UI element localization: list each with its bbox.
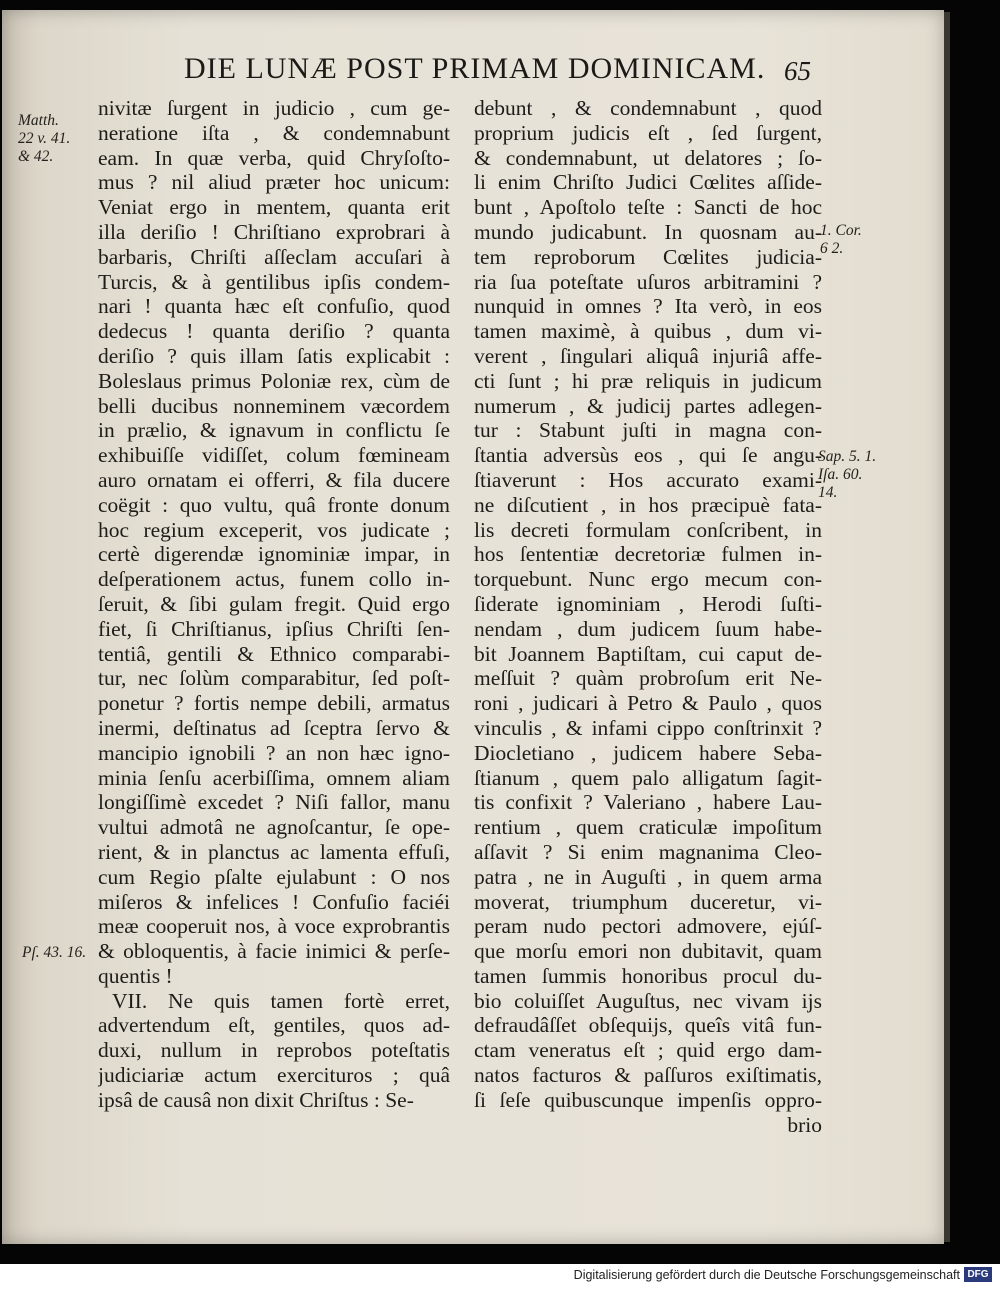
text-line: Veniat ergo in mentem, quanta erit	[98, 195, 450, 220]
text-line: Boleslaus primus Poloniæ rex, cùm de	[98, 368, 450, 393]
text-line: advertendum eſt, gentiles, quos ad-	[98, 1013, 450, 1038]
text-line: meſſuit ? quàm probroſum erit Ne-	[474, 666, 822, 691]
text-line: belli ducibus nonneminem væcordem	[98, 393, 450, 418]
text-line: hoc regium exceperit, vos judicate ;	[98, 517, 450, 542]
text-line: tis confixit ? Valeriano , habere Lau-	[474, 790, 822, 815]
text-line: judiciariæ actum exercituros ; quâ	[98, 1063, 450, 1088]
text-line: miſeros & infelices ! Confuſio faciéi	[98, 889, 450, 914]
text-line: auro ornatam ei offerri, & fila ducere	[98, 467, 450, 492]
text-line: moverat, triumphum duceretur, vi-	[474, 889, 822, 914]
text-line: eam. In quæ verba, quid Chryſoſto-	[98, 145, 450, 170]
running-head: DIE LUNÆ POST PRIMAM DOMINICAM.	[184, 52, 766, 85]
text-line: cti ſunt ; hi præ reliquis in judicum	[474, 368, 822, 393]
text-line: bunt , Apoſtolo teſte : Sancti de hoc	[474, 195, 822, 220]
footer-credit: Digitalisierung gefördert durch die Deutsche Forschungsgemeinschaft	[573, 1268, 960, 1282]
text-line: inermi, deſtinatus ad ſceptra ſervo &	[98, 715, 450, 740]
text-line: nari ! quanta hæc eſt confuſio, quod	[98, 294, 450, 319]
text-line: mancipio ignobili ? an non hæc igno-	[98, 740, 450, 765]
text-line: mus ? nil aliud præter hoc unicum:	[98, 170, 450, 195]
text-line: VII. Ne quis tamen fortè erret,	[112, 988, 450, 1013]
text-line: li enim Chriſto Judici Cœlites aſſide-	[474, 170, 822, 195]
text-line: dedecus ! quanta deriſio ? quanta	[98, 319, 450, 344]
text-line: quentis !	[98, 963, 173, 988]
text-line: nunquid in omnes ? Ita verò, in eos	[474, 294, 822, 319]
text-line: mundo judicabunt. In quosnam au-	[474, 219, 822, 244]
text-line: longiſſimè excedet ? Niſi fallor, manu	[98, 790, 450, 815]
text-line: verent , ſingulari aliquâ injuriâ affe-	[474, 343, 822, 368]
text-line: illa deriſio ! Chriſtiano exprobrari à	[98, 219, 450, 244]
text-line: rentium , quem craticulæ impoſitum	[474, 815, 822, 840]
text-line: que morſu emori non dubitavit, quam	[474, 939, 822, 964]
marginal-note-cor: 1. Cor. 6 2.	[820, 222, 862, 257]
text-line: minia ſenſu acerbiſſima, omnem aliam	[98, 765, 450, 790]
text-line: in prælio, & ignavum in conflictu ſe	[98, 418, 450, 443]
text-line: proprium judicis eſt , ſed ſurgent,	[474, 120, 822, 145]
text-line: Turcis, & à gentilibus ipſis condem-	[98, 269, 450, 294]
right-column	[474, 96, 822, 1137]
text-line: torquebunt. Nunc ergo mecum con-	[474, 567, 822, 592]
text-line: nivitæ ſurgent in judicio , cum ge-	[98, 96, 450, 120]
text-line: nendam , dum judicem ſuum habe-	[474, 616, 822, 641]
text-line: & obloquentis, à facie inimici & perſe-	[98, 939, 450, 964]
text-line: neratione iſta , & condemnabunt	[98, 120, 450, 145]
text-line: certè digerendæ ignominiæ impar, in	[98, 542, 450, 567]
page-edge	[944, 12, 950, 1242]
text-line: tur, nec ſolùm comparabitur, ſed poſt-	[98, 666, 450, 691]
text-line: patra , ne in Auguſti , in quem arma	[474, 864, 822, 889]
text-line: ria ſua poteſtate uſuros arbitramini ?	[474, 269, 822, 294]
text-line: tamen maximè, à quibus , dum vi-	[474, 319, 822, 344]
marginal-note-ps: Pſ. 43. 16.	[22, 944, 87, 961]
text-line: ſiderate ignominiam , Herodi ſuſti-	[474, 591, 822, 616]
dfg-logo-icon: DFG	[964, 1267, 992, 1282]
text-line: ſtianum , quem palo alligatum ſagit-	[474, 765, 822, 790]
text-line: aſſavit ? Si enim magnanima Cleo-	[474, 839, 822, 864]
text-line: numerum , & judicij partes adlegen-	[474, 393, 822, 418]
text-line: vultui admotâ ne agnoſcantur, ſe ope-	[98, 815, 450, 840]
text-line: barbaris, Chriſti aſſeclam accuſari à	[98, 244, 450, 269]
text-line: Diocletiano , judicem habere Seba-	[474, 740, 822, 765]
text-line: brio	[787, 1112, 822, 1137]
text-line: ſtantia adversùs eos , qui ſe angu-	[474, 443, 822, 468]
left-column	[98, 96, 450, 1113]
text-line: bit Joannem Baptiſtam, cui caput de-	[474, 641, 822, 666]
text-line: defraudâſſet obſequijs, queîs vitâ fun-	[474, 1013, 822, 1038]
text-line: ipsâ de causâ non dixit Chriſtus : Se-	[98, 1087, 414, 1112]
text-line: ctam veneratus eſt ; quid ergo dam-	[474, 1038, 822, 1063]
text-line: deriſio ? quis illam ſatis explicabit :	[98, 343, 450, 368]
text-line: ponetur ? fortis nempe debili, armatus	[98, 691, 450, 716]
text-line: exhibuiſſe vidiſſet, colum fœmineam	[98, 443, 450, 468]
text-line: bio coluiſſet Auguſtus, nec vivam ijs	[474, 988, 822, 1013]
text-line: fiet, ſi Chriſtianus, ipſius Chriſti ſen-	[98, 616, 450, 641]
text-line: peram nudo pectori admovere, ejúſ-	[474, 914, 822, 939]
text-line: & condemnabunt, ut delatores ; ſo-	[474, 145, 822, 170]
text-line: debunt , & condemnabunt , quod	[474, 96, 822, 120]
text-line: duxi, nullum in reprobos poteſtatis	[98, 1038, 450, 1063]
text-line: natos facturos & paſſuros exiſtimatis,	[474, 1063, 822, 1088]
page-number: 65	[784, 56, 811, 86]
text-line: ſeruit, & ſibi gulam fregit. Quid ergo	[98, 591, 450, 616]
text-line: coëgit : quo vultu, quâ fronte donum	[98, 492, 450, 517]
marginal-note-sap: Sap. 5. 1. Iſa. 60. 14.	[818, 448, 877, 501]
text-line: tamen ſummis honoribus procul du-	[474, 963, 822, 988]
text-line: tentiâ, gentili & Ethnico comparabi-	[98, 641, 450, 666]
text-line: cum Regio pſalte ejulabunt : O nos	[98, 864, 450, 889]
text-line: ne diſcutient , in hos præcipuè fata-	[474, 492, 822, 517]
marginal-note-matth: Matth. 22 v. 41. & 42.	[18, 112, 71, 165]
text-line: ſtiaverunt : Hos accurato exami-	[474, 467, 822, 492]
text-line: roni , judicari à Petro & Paulo , quos	[474, 691, 822, 716]
text-line: lis decreti formulam conſcribent, in	[474, 517, 822, 542]
text-line: vinculis , & infami cippo conſtrinxit ?	[474, 715, 822, 740]
text-line: ſi ſeſe quibuscunque impenſis oppro-	[474, 1087, 822, 1112]
text-line: deſperationem actus, funem collo in-	[98, 567, 450, 592]
text-line: tem reproborum Cœlites judicia-	[474, 244, 822, 269]
text-line: meæ cooperuit nos, à voce exprobrantis	[98, 914, 450, 939]
text-line: rient, & in planctus ac lamenta effuſi,	[98, 839, 450, 864]
text-line: hos ſententiæ decretoriæ fulmen in-	[474, 542, 822, 567]
text-line: tur : Stabunt juſti in magna con-	[474, 418, 822, 443]
